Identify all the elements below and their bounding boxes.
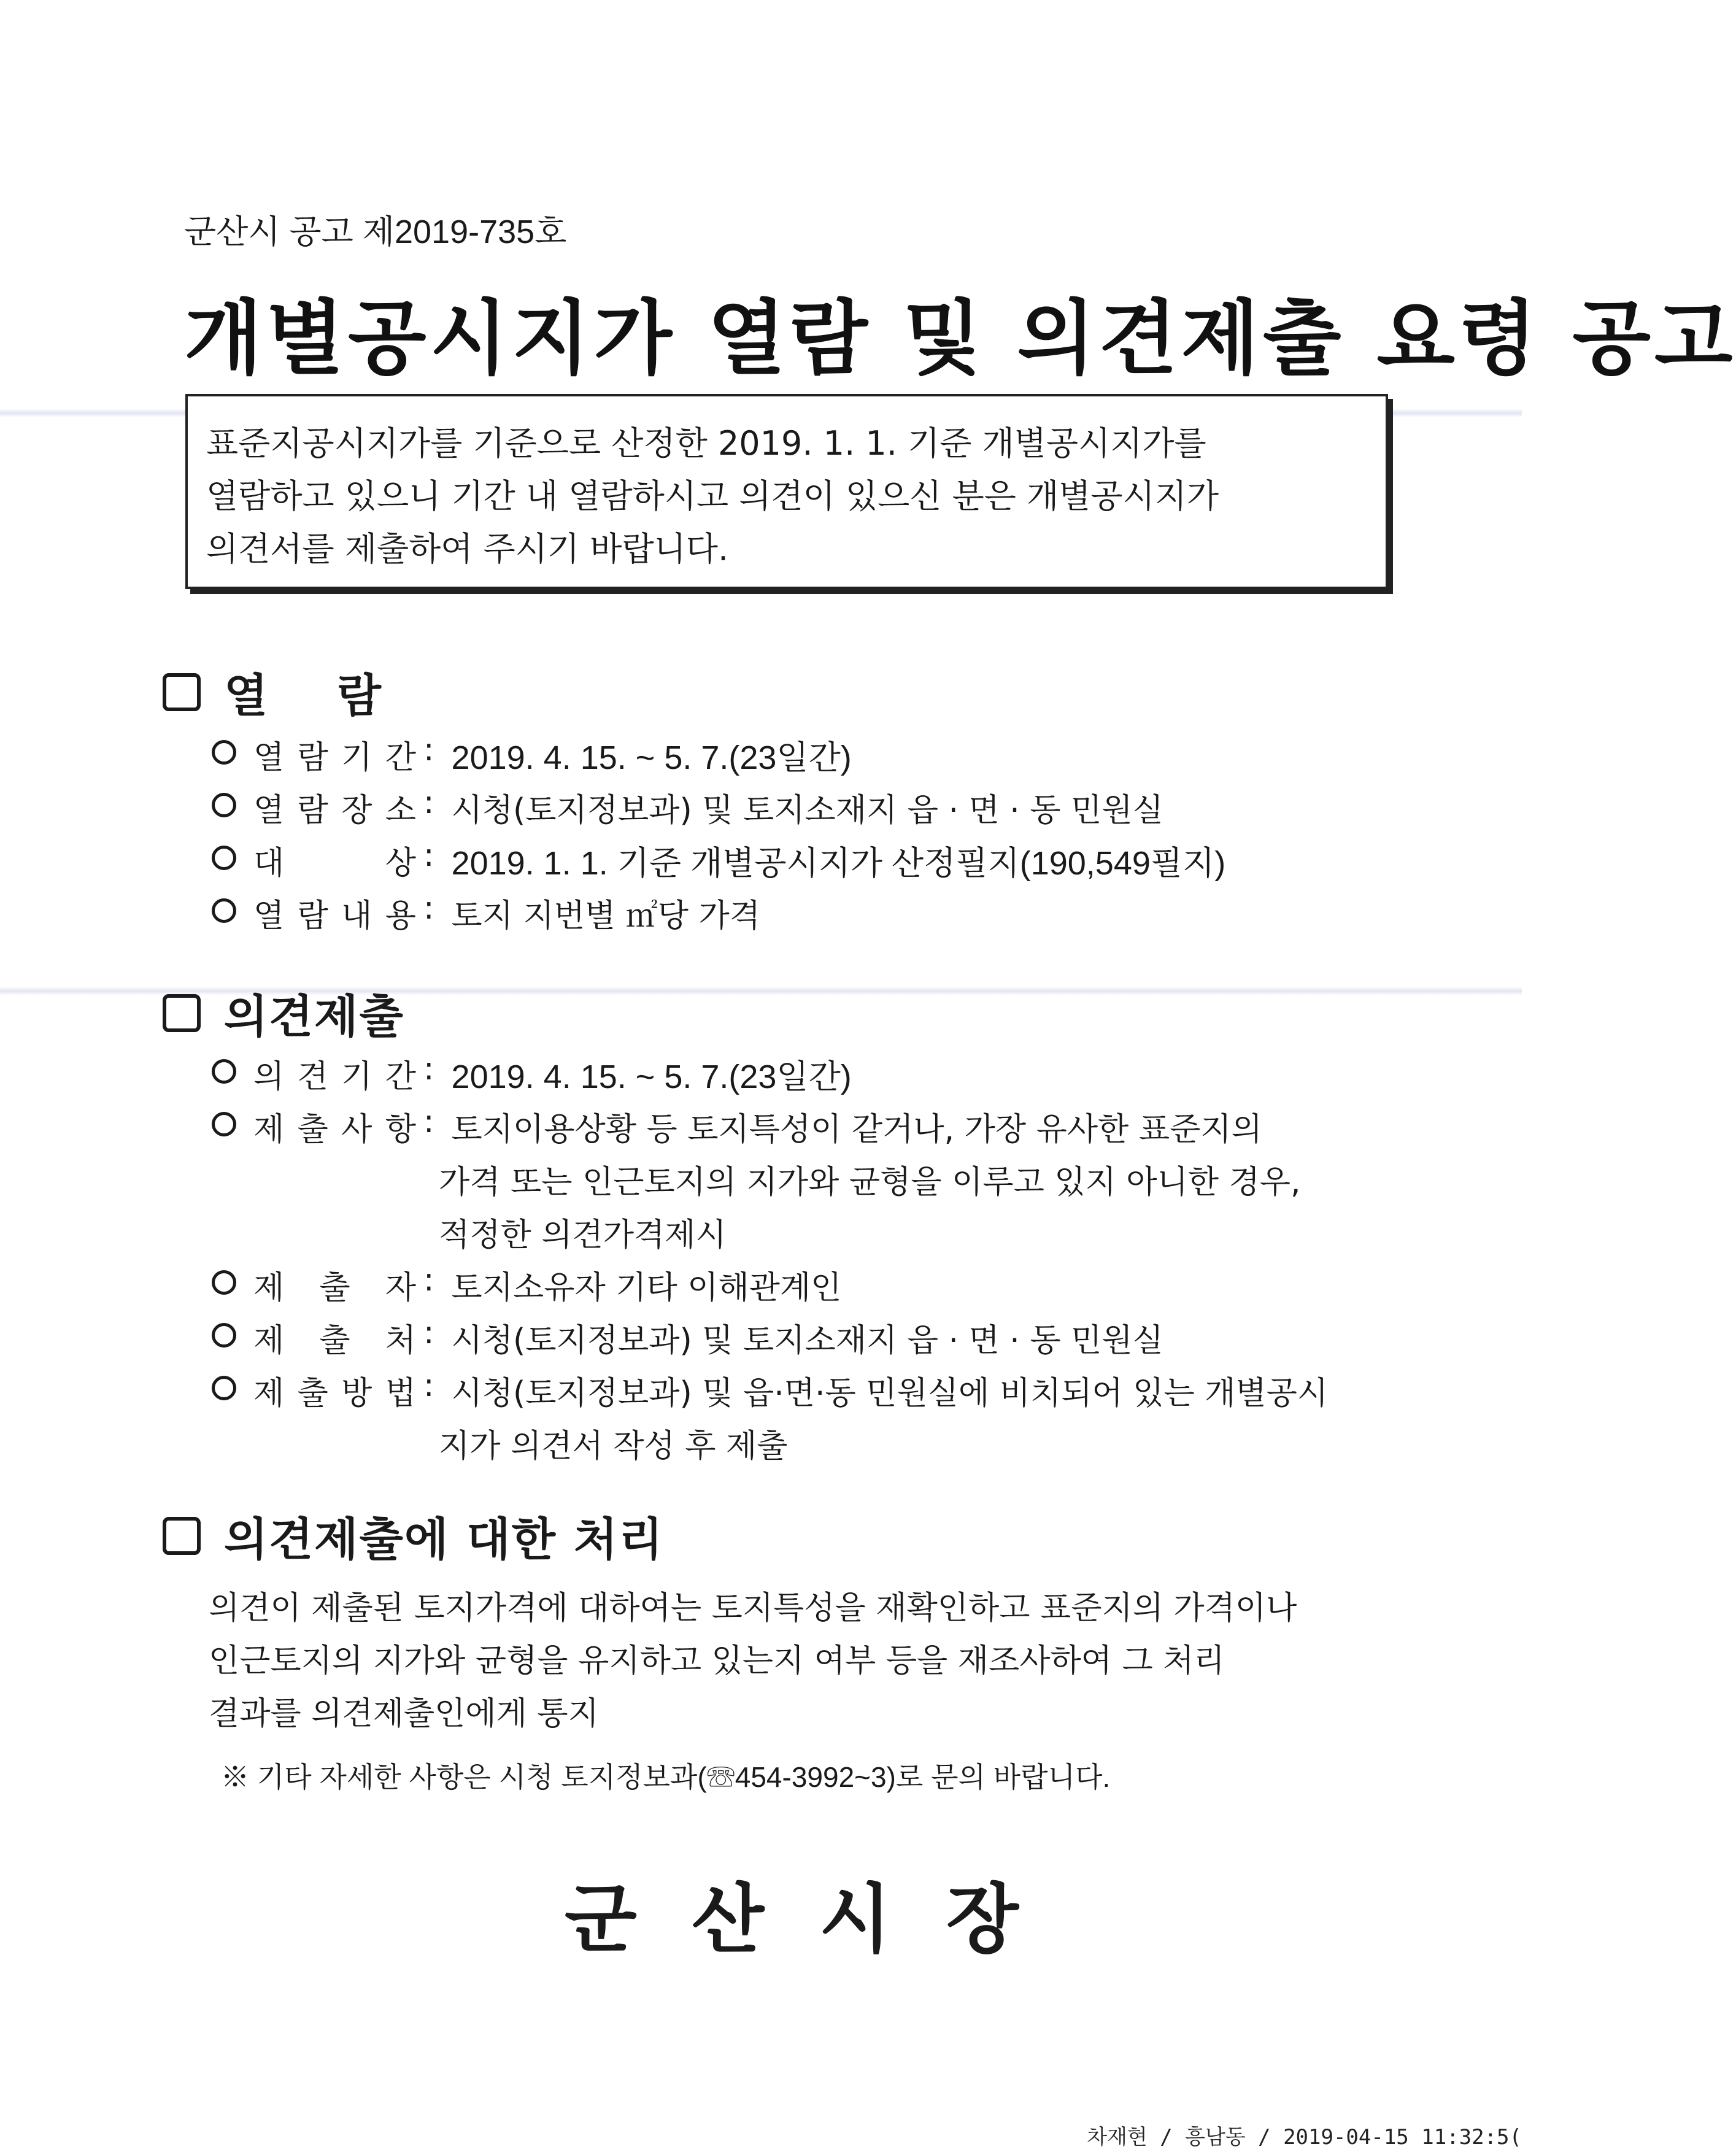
mayor-signature: [565, 1859, 1019, 1967]
item-value: 2019. 4. 15. ~ 5. 7.(23일간): [451, 739, 852, 776]
circle-bullet-icon: [212, 1059, 236, 1084]
submit-matters-item: 제 출 사 항 : 토지이용상황 등 토지특성이 같거나, 가장 유사한 표준지의: [212, 1103, 1262, 1149]
circle-bullet-icon: [212, 1323, 236, 1348]
square-icon: [163, 673, 201, 711]
item-label: 열 람 내 용: [253, 898, 416, 935]
item-label: 의 견 기 간: [253, 1059, 416, 1095]
opinion-period-item: 의 견 기 간 : 2019. 4. 15. ~ 5. 7.(23일간): [212, 1051, 852, 1098]
circle-bullet-icon: [212, 793, 236, 817]
paragraph-line: 인근토지의 지가와 균형을 유지하고 있는지 여부 등을 재조사하여 그 처리: [209, 1643, 1225, 1680]
circle-bullet-icon: [212, 1376, 236, 1400]
section-processing-heading: 의견제출에 대한 처리: [163, 1503, 664, 1568]
item-value: 토지 지번별 ㎡당 가격: [451, 898, 760, 935]
print-stamp: 차재현 / 흥남동 / 2019-04-15 11:32:5(: [1087, 2125, 1522, 2150]
circle-bullet-icon: [212, 1112, 236, 1136]
processing-paragraph: [209, 1582, 1433, 1740]
circle-bullet-icon: [212, 898, 236, 923]
item-label: 제 출 사 항: [253, 1111, 416, 1148]
viewing-period-item: 열 람 기 간 : 2019. 4. 15. ~ 5. 7.(23일간): [212, 731, 852, 779]
viewing-content-item: 열 람 내 용 : 토지 지번별 ㎡당 가격: [212, 890, 760, 936]
item-value: 시청(토지정보과) 및 토지소재지 읍 · 면 · 동 민원실: [451, 1322, 1163, 1359]
signature-char: 장: [946, 1875, 1019, 1963]
circle-bullet-icon: [212, 846, 236, 870]
item-label: 제 출 처: [253, 1322, 416, 1359]
page-title: 개별공시지가 열람 및 의견제출 요령 공고: [184, 291, 1736, 386]
section-opinion-heading: 의견제출: [163, 981, 404, 1046]
signature-char: 군: [565, 1875, 637, 1963]
notice-number: 군산시 공고 제2019-735호: [184, 214, 567, 250]
circle-bullet-icon: [212, 1270, 236, 1295]
item-value: 시청(토지정보과) 및 읍·면·동 민원실에 비치되어 있는 개별공시: [451, 1375, 1329, 1412]
item-value: 2019. 4. 15. ~ 5. 7.(23일간): [451, 1059, 852, 1095]
item-value: 2019. 1. 1. 기준 개별공시지가 산정필지(190,549필지): [451, 845, 1226, 882]
item-value: 시청(토지정보과) 및 토지소재지 읍 · 면 · 동 민원실: [451, 792, 1163, 829]
submit-method-item: 제 출 방 법 : 시청(토지정보과) 및 읍·면·동 민원실에 비치되어 있는 개별공시: [212, 1367, 1328, 1413]
square-icon: [163, 1517, 201, 1555]
item-value: 토지소유자 기타 이해관계인: [451, 1270, 842, 1306]
summary-line: 열람하고 있으니 기간 내 열람하시고 의견이 있으신 분은 개별공시지가: [206, 477, 1219, 515]
item-label: 제 출 방 법: [253, 1375, 416, 1412]
item-value: 토지이용상황 등 토지특성이 같거나, 가장 유사한 표준지의: [451, 1111, 1262, 1148]
circle-bullet-icon: [212, 740, 236, 765]
paragraph-line: 의견이 제출된 토지가격에 대하여는 토지특성을 재확인하고 표준지의 가격이나: [209, 1590, 1297, 1627]
submit-place-item: 제 출 처 : 시청(토지정보과) 및 토지소재지 읍 · 면 · 동 민원실: [212, 1314, 1163, 1360]
signature-char: 시: [819, 1875, 892, 1963]
submit-matters-continued: 적정한 의견가격제시: [439, 1217, 727, 1254]
item-label: 대 상: [253, 845, 416, 882]
submit-matters-continued: 가격 또는 인근토지의 지가와 균형을 이루고 있지 아니한 경우,: [439, 1164, 1301, 1201]
signature-char: 산: [692, 1875, 765, 1963]
summary-line: 의견서를 제출하여 주시기 바랍니다.: [206, 530, 729, 568]
item-label: 열 람 기 간: [253, 739, 416, 776]
submit-method-continued: 지가 의견서 작성 후 제출: [439, 1428, 788, 1465]
item-label: 열 람 장 소: [253, 792, 416, 829]
contact-note: ※ 기타 자세한 사항은 시청 토지정보과(☏454-3992~3)로 문의 바랍니다.: [221, 1761, 1111, 1793]
summary-line: 표준지공시지가를 기준으로 산정한 2019. 1. 1. 기준 개별공시지가를: [206, 424, 1206, 463]
section-viewing-heading: 열 람: [163, 660, 382, 725]
submitter-item: 제 출 자 : 토지소유자 기타 이해관계인: [212, 1262, 841, 1308]
viewing-target-item: 대 상 : 2019. 1. 1. 기준 개별공시지가 산정필지(190,549필지): [212, 837, 1225, 884]
square-icon: [163, 994, 201, 1032]
summary-box: [185, 394, 1388, 589]
viewing-place-item: 열 람 장 소 : 시청(토지정보과) 및 토지소재지 읍 · 면 · 동 민원실: [212, 784, 1163, 830]
paragraph-line: 결과를 의견제출인에게 통지: [209, 1695, 599, 1732]
item-label: 제 출 자: [253, 1270, 416, 1306]
